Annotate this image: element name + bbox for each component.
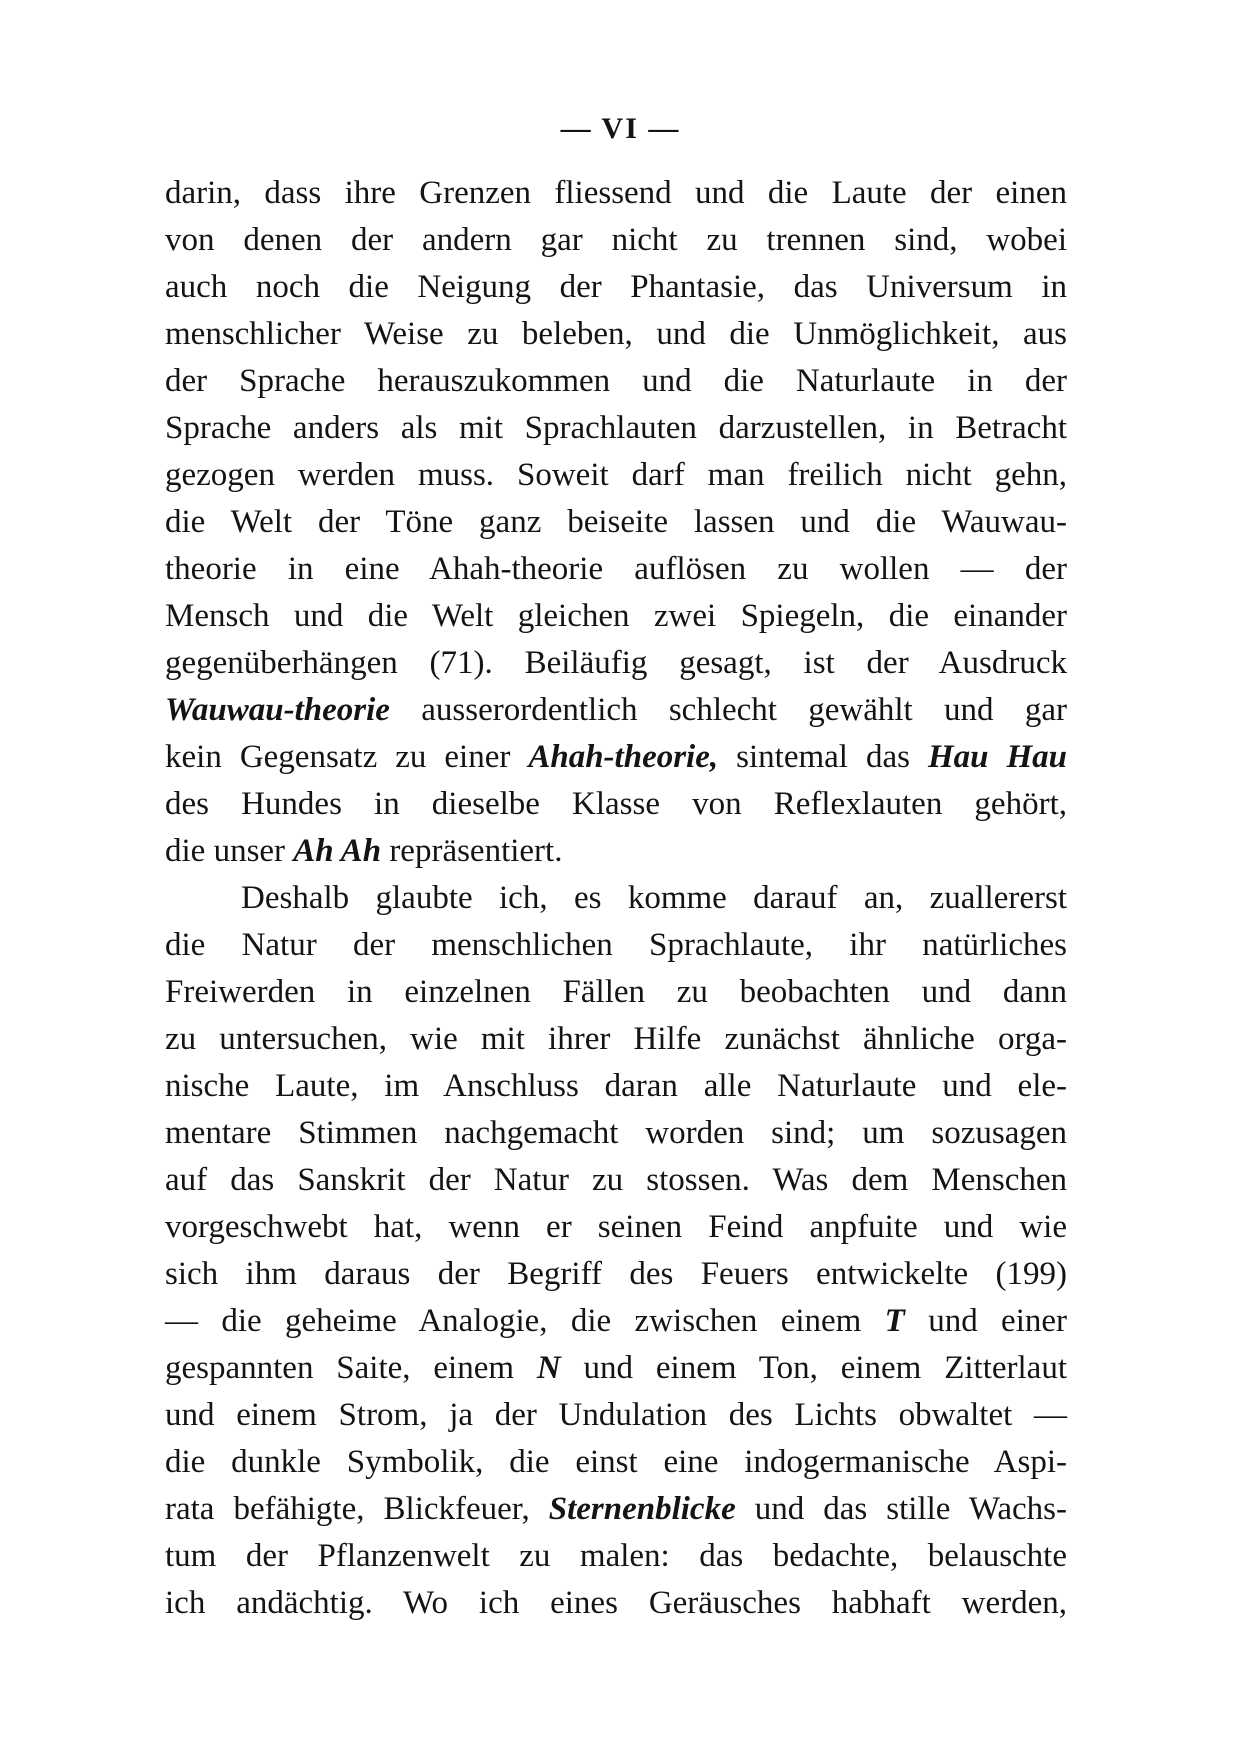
text-line: vorgeschwebt hat, wenn er seinen Feind anpfuite und wie	[165, 1209, 1067, 1245]
text-line: die Welt der Töne ganz beiseite lassen und die Wauwau-	[165, 504, 1067, 540]
text-line: nische Laute, im Anschluss daran alle Naturlaute und ele-	[165, 1068, 1067, 1104]
text-line: theorie in eine Ahah-theorie auflösen zu wollen — der	[165, 551, 1067, 587]
text-segment: repräsentiert.	[381, 833, 563, 869]
text-line: mentare Stimmen nachgemacht worden sind; um sozusagen	[165, 1115, 1067, 1151]
text-line: Mensch und die Welt gleichen zwei Spiegeln, die einander	[165, 598, 1067, 634]
paragraph-1	[165, 170, 1067, 875]
text-line	[165, 687, 1067, 734]
text-line: tum der Pflanzenwelt zu malen: das bedachte, belauschte	[165, 1538, 1067, 1574]
text-line: die Natur der menschlichen Sprachlaute, ihr natürliches	[165, 927, 1067, 963]
body-text	[165, 170, 1067, 1627]
text-line: darin, dass ihre Grenzen fliessend und die Laute der einen	[165, 175, 1067, 211]
text-line: gezogen werden muss. Soweit darf man freilich nicht gehn,	[165, 457, 1067, 493]
emphasized-term: Sternenblicke	[548, 1491, 736, 1527]
text-segment: rata befähigte, Blickfeuer,	[165, 1491, 549, 1527]
text-segment: kein Gegensatz zu einer	[165, 739, 529, 775]
text-line: und einem Strom, ja der Undulation des Lichts obwaltet —	[165, 1397, 1067, 1433]
text-line: die dunkle Symbolik, die einst eine indogermanische Aspi-	[165, 1444, 1067, 1480]
text-segment: gespannten Saite, einem	[165, 1350, 537, 1386]
text-line: von denen der andern gar nicht zu trennen sind, wobei	[165, 222, 1067, 258]
text-line	[165, 1345, 1067, 1392]
text-line: Deshalb glaubte ich, es komme darauf an, zuallererst	[241, 880, 1067, 916]
text-line: sich ihm daraus der Begriff des Feuers entwickelte (199)	[165, 1256, 1067, 1292]
text-line: ich andächtig. Wo ich eines Geräusches habhaft werden,	[165, 1585, 1067, 1621]
text-segment: sintemal das	[718, 739, 928, 775]
emphasized-term: T	[884, 1303, 905, 1339]
text-line: gegenüberhängen (71). Beiläufig gesagt, ist der Ausdruck	[165, 645, 1067, 681]
emphasized-term: Ah Ah	[293, 833, 382, 869]
text-line: zu untersuchen, wie mit ihrer Hilfe zunächst ähnliche orga-	[165, 1021, 1067, 1057]
emphasized-term: Wauwau-theorie	[165, 692, 390, 728]
text-line: Sprache anders als mit Sprachlauten darzustellen, in Betracht	[165, 410, 1067, 446]
text-segment: und einer	[904, 1303, 1067, 1339]
text-line: des Hundes in dieselbe Klasse von Reflexlauten gehört,	[165, 786, 1067, 822]
text-segment: und das stille Wachs-	[735, 1491, 1068, 1527]
text-line	[165, 734, 1067, 781]
paragraph-2	[165, 875, 1067, 1627]
emphasized-term: Hau Hau	[927, 739, 1067, 775]
text-segment: die unser	[165, 833, 294, 869]
text-line: der Sprache herauszukommen und die Naturlaute in der	[165, 363, 1067, 399]
text-line	[165, 1298, 1067, 1345]
emphasized-term: Ahah-theorie,	[528, 739, 719, 775]
text-line: auch noch die Neigung der Phantasie, das Universum in	[165, 269, 1067, 305]
text-segment: ausserordentlich schlecht gewählt und gar	[389, 692, 1067, 728]
text-line	[165, 828, 1067, 875]
text-line: auf das Sanskrit der Natur zu stossen. Was dem Menschen	[165, 1162, 1067, 1198]
text-line	[165, 1486, 1067, 1533]
text-line: Freiwerden in einzelnen Fällen zu beobachten und dann	[165, 974, 1067, 1010]
text-segment: und einem Ton, einem Zitterlaut	[560, 1350, 1067, 1386]
text-line: menschlicher Weise zu beleben, und die Unmöglichkeit, aus	[165, 316, 1067, 352]
emphasized-term: N	[536, 1350, 561, 1386]
page-number: — VI —	[560, 112, 681, 145]
text-segment: — die geheime Analogie, die zwischen einem	[165, 1303, 885, 1339]
